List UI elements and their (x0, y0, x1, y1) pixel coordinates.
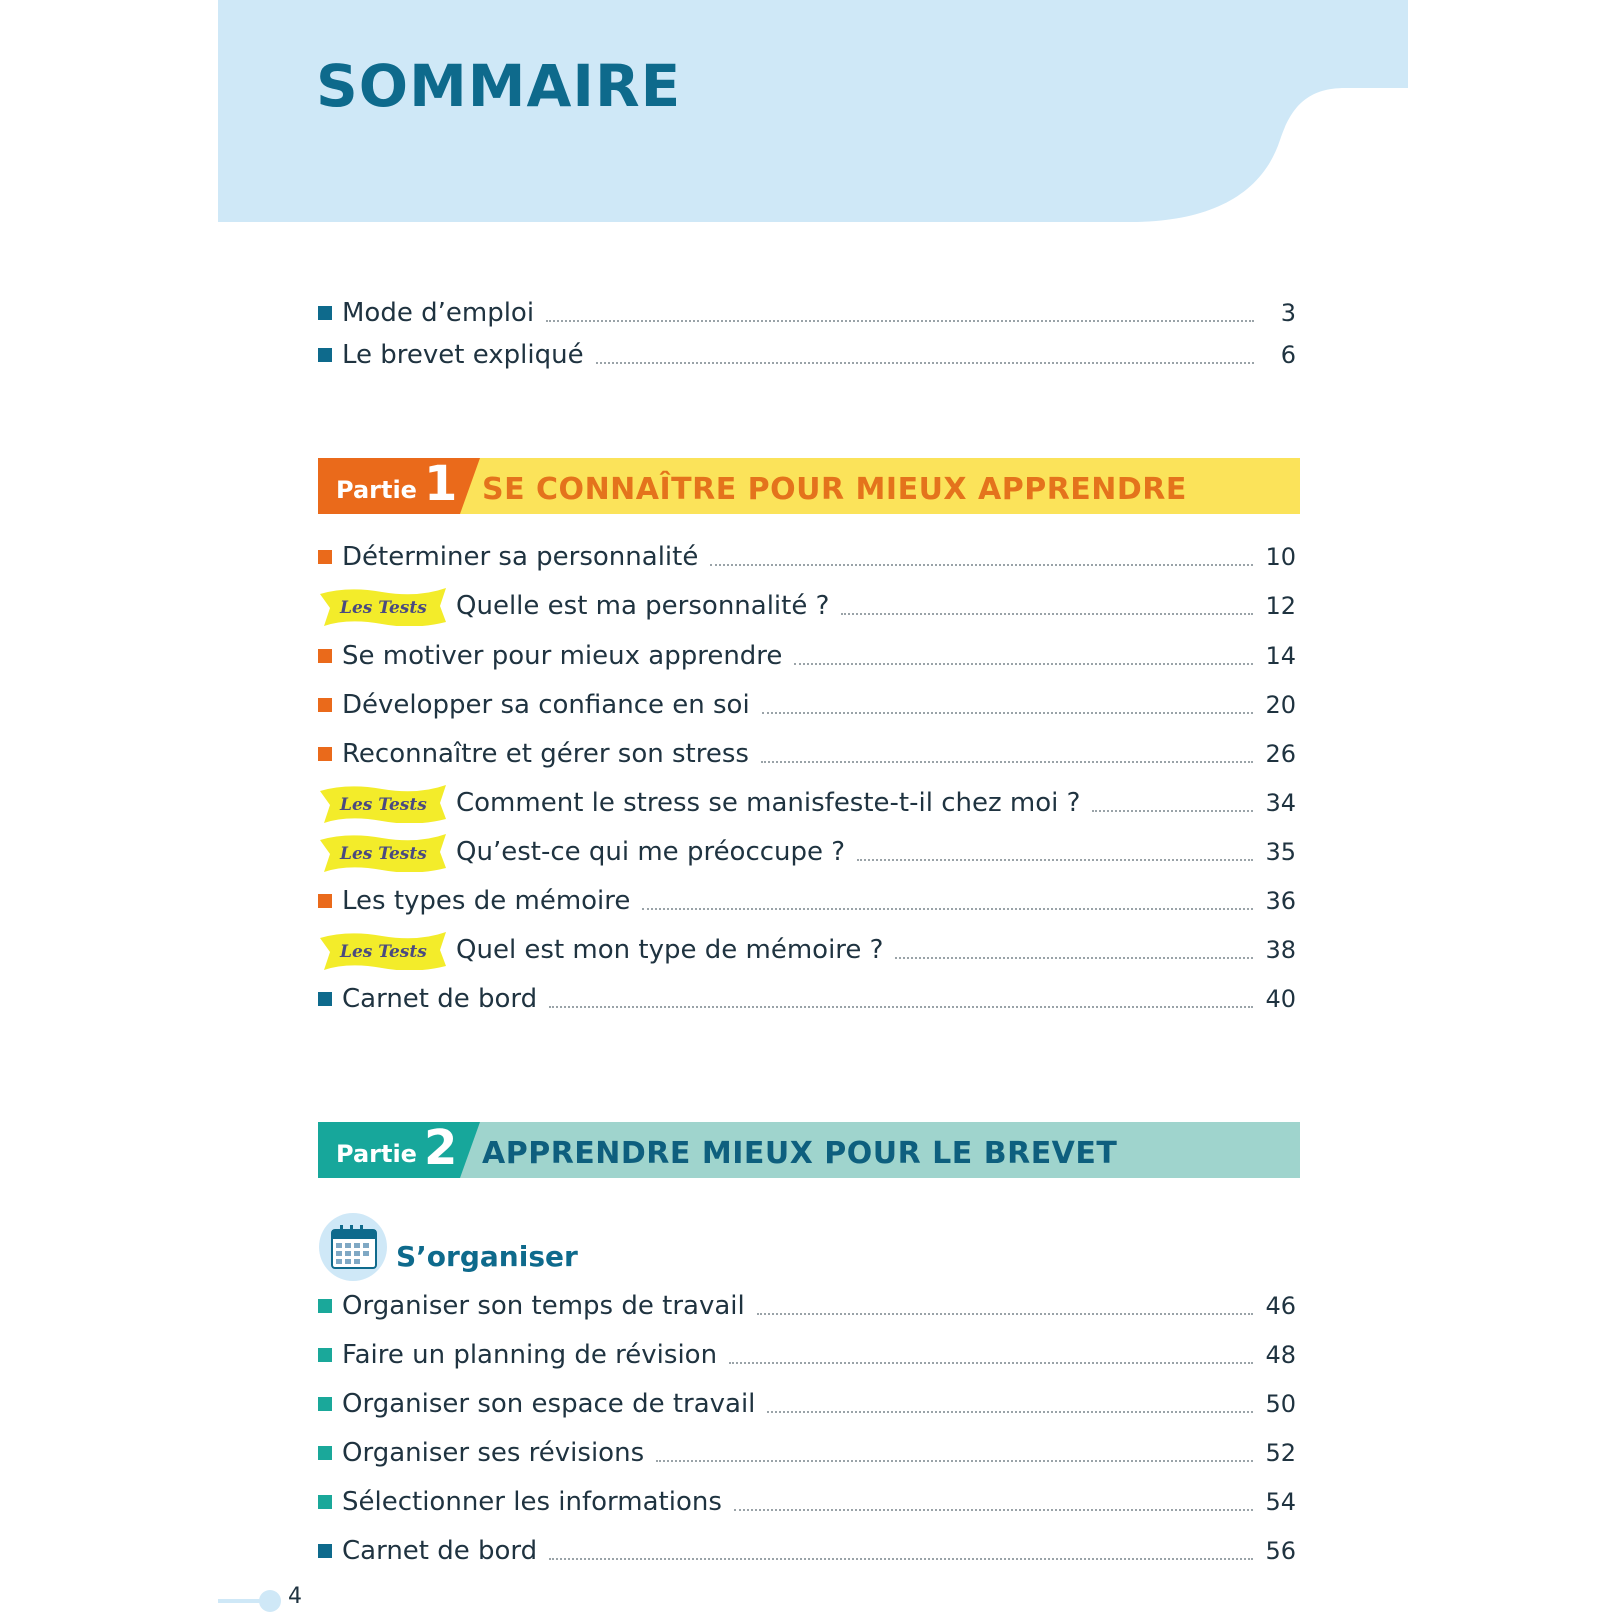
toc-entry-test[interactable] (318, 832, 1296, 872)
tests-badge-text: Les Tests (340, 942, 427, 962)
bullet-square (318, 894, 332, 908)
entry-page: 26 (1265, 740, 1296, 768)
part1-number: 1 (424, 456, 458, 512)
entry-label: Les types de mémoire (342, 886, 631, 916)
entry-page: 54 (1265, 1488, 1296, 1516)
part2-word: Partie (336, 1140, 417, 1168)
dot-leader (729, 1362, 1253, 1364)
dot-leader (757, 1313, 1254, 1315)
toc-entry[interactable] (318, 1335, 1296, 1375)
dot-leader (546, 320, 1254, 322)
toc-entry-test[interactable] (318, 930, 1296, 970)
bullet-square (318, 1495, 332, 1509)
toc-entry[interactable] (318, 1531, 1296, 1571)
entry-label: Sélectionner les informations (342, 1487, 722, 1517)
bullet-square (318, 992, 332, 1006)
entry-label: Faire un planning de révision (342, 1340, 718, 1370)
toc-entry-test[interactable] (318, 783, 1296, 823)
part1-word: Partie (336, 476, 417, 504)
bullet-square (318, 1348, 332, 1362)
bullet-square (318, 306, 332, 320)
entry-page: 52 (1265, 1439, 1296, 1467)
toc-entry[interactable] (318, 335, 1296, 375)
page-number: 4 (288, 1584, 302, 1609)
part1-title: SE CONNAÎTRE POUR MIEUX APPRENDRE (482, 472, 1187, 507)
entry-label: Quelle est ma personnalité ? (456, 591, 830, 621)
entry-page: 34 (1265, 789, 1296, 817)
part2-number: 2 (424, 1120, 458, 1176)
entry-page: 14 (1265, 642, 1296, 670)
entry-label: Organiser son espace de travail (342, 1389, 756, 1419)
entry-label: Reconnaître et gérer son stress (342, 739, 749, 769)
toc-entry[interactable] (318, 1286, 1296, 1326)
bullet-square (318, 1544, 332, 1558)
toc-entry[interactable] (318, 537, 1296, 577)
page-title: SOMMAIRE (316, 52, 682, 120)
toc-entry[interactable] (318, 979, 1296, 1019)
tests-badge-icon (318, 586, 448, 626)
bullet-square (318, 1397, 332, 1411)
dot-leader (895, 957, 1253, 959)
entry-page: 48 (1265, 1341, 1296, 1369)
entry-label: Organiser ses révisions (342, 1438, 645, 1468)
dot-leader (761, 761, 1254, 763)
entry-page: 46 (1265, 1292, 1296, 1320)
toc-entry[interactable] (318, 881, 1296, 921)
tests-badge-icon (318, 783, 448, 823)
entry-label: Mode d’emploi (342, 298, 535, 328)
bullet-square (318, 649, 332, 663)
dot-leader (1092, 810, 1253, 812)
entry-page: 12 (1265, 592, 1296, 620)
entry-page: 50 (1265, 1390, 1296, 1418)
bullet-square (318, 747, 332, 761)
toc-entry[interactable] (318, 1384, 1296, 1424)
dot-leader (710, 564, 1253, 566)
dot-leader (857, 859, 1253, 861)
entry-page: 40 (1265, 985, 1296, 1013)
tests-badge-text: Les Tests (340, 844, 427, 864)
entry-page: 20 (1265, 691, 1296, 719)
bullet-square (318, 1446, 332, 1460)
dot-leader (734, 1509, 1254, 1511)
dot-leader (841, 613, 1253, 615)
section-heading (318, 1212, 718, 1282)
toc-entry[interactable] (318, 293, 1296, 333)
tests-badge-icon (318, 832, 448, 872)
entry-label: Qu’est-ce qui me préoccupe ? (456, 837, 846, 867)
dot-leader (549, 1006, 1253, 1008)
section-title: S’organiser (396, 1240, 578, 1273)
part2-title: APPRENDRE MIEUX POUR LE BREVET (482, 1136, 1118, 1171)
part2-banner (318, 1122, 1300, 1178)
entry-label: Déterminer sa personnalité (342, 542, 699, 572)
entry-page: 56 (1265, 1537, 1296, 1565)
tests-badge-text: Les Tests (340, 598, 427, 618)
entry-page: 10 (1265, 543, 1296, 571)
folio-marker-icon (218, 1586, 288, 1616)
bullet-square (318, 1299, 332, 1313)
dot-leader (794, 663, 1253, 665)
entry-label: Le brevet expliqué (342, 340, 584, 370)
dot-leader (596, 362, 1254, 364)
dot-leader (762, 712, 1254, 714)
toc-entry[interactable] (318, 1433, 1296, 1473)
page-footer (218, 1586, 338, 1616)
dot-leader (642, 908, 1253, 910)
bullet-square (318, 698, 332, 712)
dot-leader (656, 1460, 1253, 1462)
entry-label: Se motiver pour mieux apprendre (342, 641, 783, 671)
toc-entry[interactable] (318, 636, 1296, 676)
part1-banner (318, 458, 1300, 514)
toc-entry[interactable] (318, 1482, 1296, 1522)
bullet-square (318, 348, 332, 362)
entry-label: Quel est mon type de mémoire ? (456, 935, 884, 965)
entry-label: Développer sa confiance en soi (342, 690, 750, 720)
bullet-square (318, 550, 332, 564)
entry-page: 36 (1265, 887, 1296, 915)
dot-leader (767, 1411, 1253, 1413)
header-band (0, 0, 1617, 230)
entry-page: 35 (1265, 838, 1296, 866)
entry-page: 3 (1280, 299, 1296, 327)
toc-entry-test[interactable] (318, 586, 1296, 626)
tests-badge-icon (318, 930, 448, 970)
dot-leader (549, 1558, 1253, 1560)
entry-page: 6 (1280, 341, 1296, 369)
entry-label: Organiser son temps de travail (342, 1291, 745, 1321)
entry-label: Carnet de bord (342, 1536, 538, 1566)
tests-badge-text: Les Tests (340, 795, 427, 815)
entry-page: 38 (1265, 936, 1296, 964)
toc-entry[interactable] (318, 734, 1296, 774)
entry-label: Comment le stress se manisfeste-t-il chez moi ? (456, 788, 1081, 818)
toc-entry[interactable] (318, 685, 1296, 725)
entry-label: Carnet de bord (342, 984, 538, 1014)
calendar-icon (318, 1212, 388, 1282)
